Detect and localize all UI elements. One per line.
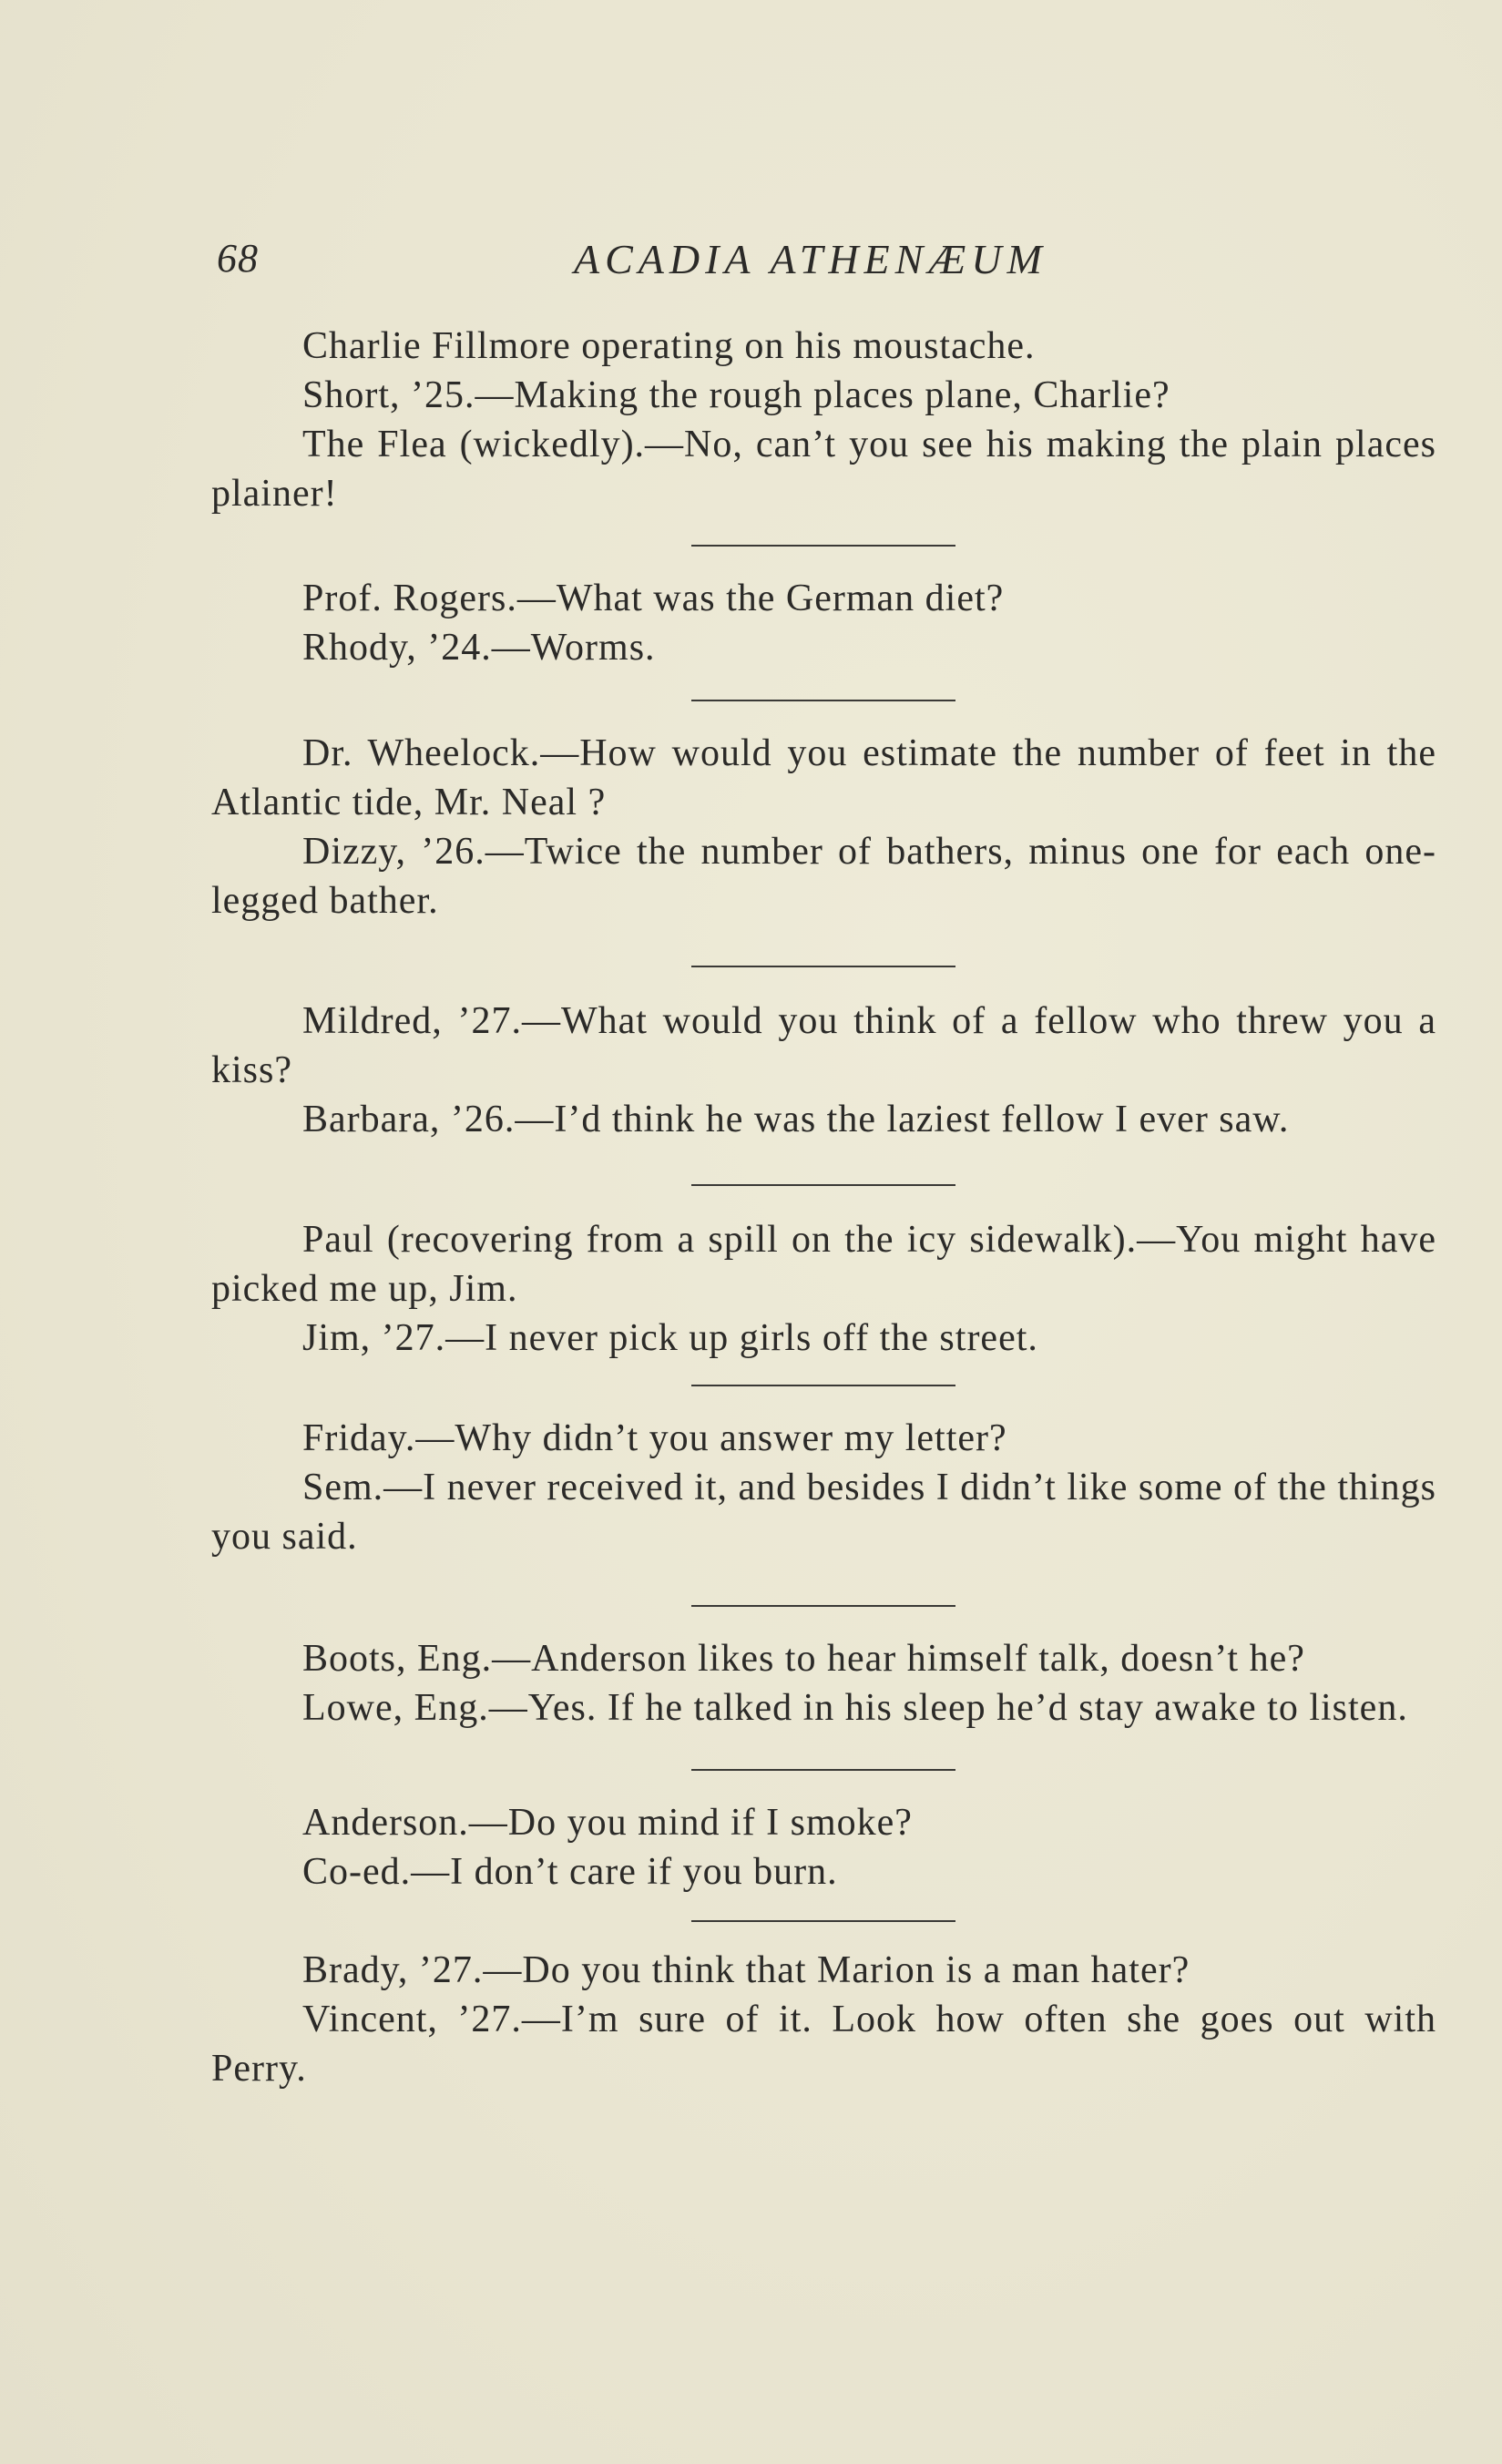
- joke-group-8: [211, 1798, 1436, 1897]
- separator-rule: [691, 1184, 955, 1186]
- separator-rule: [691, 1605, 955, 1607]
- joke-line: Prof. Rogers.—What was the German diet?: [302, 578, 1005, 619]
- page-number: 68: [217, 236, 259, 281]
- page-header: [217, 235, 1437, 290]
- joke-group-9: [211, 1946, 1436, 2093]
- joke-group-3: [211, 729, 1436, 925]
- joke-line: Barbara, ’26.—I’d think he was the laziest fellow I ever saw.: [302, 1099, 1290, 1140]
- running-title: ACADIA ATHENÆUM: [574, 236, 1047, 282]
- separator-rule: [691, 545, 955, 547]
- joke-line: The Flea (wickedly).—No, can’t you see his making the plain places plainer!: [211, 424, 1436, 515]
- joke-line: Friday.—Why didn’t you answer my letter?: [302, 1417, 1007, 1459]
- joke-line: Mildred, ’27.—What would you think of a fellow who threw you a kiss?: [211, 1000, 1436, 1091]
- joke-line: Anderson.—Do you mind if I smoke?: [302, 1802, 913, 1844]
- joke-line: Short, ’25.—Making the rough places plane, Charlie?: [302, 374, 1170, 416]
- joke-line: Dizzy, ’26.—Twice the number of bathers, minus one for each one-legged bather.: [211, 831, 1436, 922]
- joke-line: Co-ed.—I don’t care if you burn.: [302, 1851, 838, 1893]
- joke-line: Vincent, ’27.—I’m sure of it. Look how often she goes out with Perry.: [211, 1999, 1436, 2090]
- joke-group-4: [211, 997, 1436, 1144]
- separator-rule: [691, 1920, 955, 1922]
- joke-group-2: [211, 574, 1436, 672]
- joke-line: Paul (recovering from a spill on the icy sidewalk).—You might have picked me up, Jim.: [211, 1219, 1436, 1310]
- joke-line: Rhody, ’24.—Worms.: [302, 627, 656, 669]
- joke-line: Charlie Fillmore operating on his moustache.: [302, 325, 1036, 367]
- joke-group-1: [211, 322, 1436, 518]
- separator-rule: [691, 966, 955, 967]
- joke-group-7: [211, 1634, 1436, 1733]
- joke-group-6: [211, 1414, 1436, 1561]
- joke-line: Brady, ’27.—Do you think that Marion is a man hater?: [302, 1949, 1190, 1991]
- separator-rule: [691, 1769, 955, 1771]
- joke-line: Lowe, Eng.—Yes. If he talked in his sleep he’d stay awake to listen.: [302, 1687, 1408, 1729]
- joke-line: Boots, Eng.—Anderson likes to hear himself talk, doesn’t he?: [302, 1638, 1305, 1680]
- joke-line: Sem.—I never received it, and besides I didn’t like some of the things you said.: [211, 1467, 1436, 1558]
- separator-rule: [691, 1385, 955, 1386]
- separator-rule: [691, 700, 955, 701]
- joke-group-5: [211, 1215, 1436, 1363]
- joke-line: Jim, ’27.—I never pick up girls off the street.: [302, 1317, 1038, 1359]
- joke-line: Dr. Wheelock.—How would you estimate the number of feet in the Atlantic tide, Mr. Neal ?: [211, 732, 1436, 823]
- text-body: [211, 322, 1436, 2093]
